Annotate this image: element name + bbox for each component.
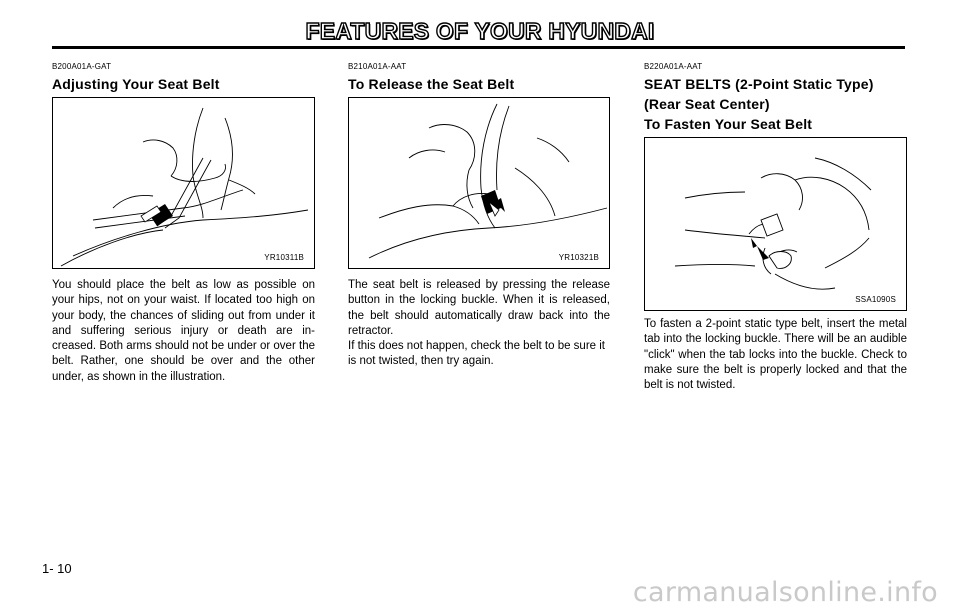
section-code: B200A01A-GAT: [52, 62, 112, 71]
section-release-seat-belt: [348, 62, 610, 370]
illustration-fasten-belt: [644, 137, 907, 311]
section-adjusting-seat-belt: [52, 62, 315, 385]
seat-belt-fasten-illustration: [645, 138, 906, 310]
seat-belt-release-illustration: [349, 98, 609, 268]
seat-belt-lap-illustration: [53, 98, 314, 268]
section-heading: To Release the Seat Belt: [348, 76, 515, 92]
section-body: You should place the belt as low as possible on your hips, not on your waist. If located too high on your body, the chances of sliding out from under it and suffering serious injury or death are in- creased. Both arms should not be under or over the belt. Rather, one should be over and the other under, as shown in the illustration.: [52, 279, 315, 383]
illustration-release-belt: [348, 97, 610, 269]
figure-code: SSA1090S: [855, 295, 896, 304]
watermark: carmanualsonline.info: [632, 577, 938, 608]
figure-code: YR10321B: [558, 253, 599, 262]
section-body-paragraph: If this does not happen, check the belt to be sure it is not twisted, then try again.: [348, 340, 605, 368]
section-code: B210A01A-AAT: [348, 62, 407, 71]
section-body: To fasten a 2-point static type belt, insert the metal tab into the locking buckle. There will be an audible "click" when the tab locks into the buckle. Check to make sure the belt is properly locked and that the belt is not twisted.: [644, 318, 907, 392]
page-number: 1- 10: [42, 561, 72, 576]
section-heading: Adjusting Your Seat Belt: [52, 76, 220, 92]
section-heading-line: To Fasten Your Seat Belt: [644, 116, 813, 132]
section-code: B220A01A-AAT: [644, 62, 703, 71]
page-header-title: FEATURES OF YOUR HYUNDAI: [305, 18, 655, 44]
section-heading-line: (Rear Seat Center): [644, 96, 770, 112]
section-2-point-seat-belt: [644, 62, 907, 393]
illustration-adjust-belt: [52, 97, 315, 269]
section-body-paragraph: The seat belt is released by pressing the release button in the locking buckle. When it is released, the belt should automatically draw back into the retractor.: [348, 279, 610, 337]
figure-code: YR10311B: [264, 253, 304, 262]
section-heading-line: SEAT BELTS (2-Point Static Type): [644, 76, 874, 92]
header-rule: [52, 46, 905, 49]
